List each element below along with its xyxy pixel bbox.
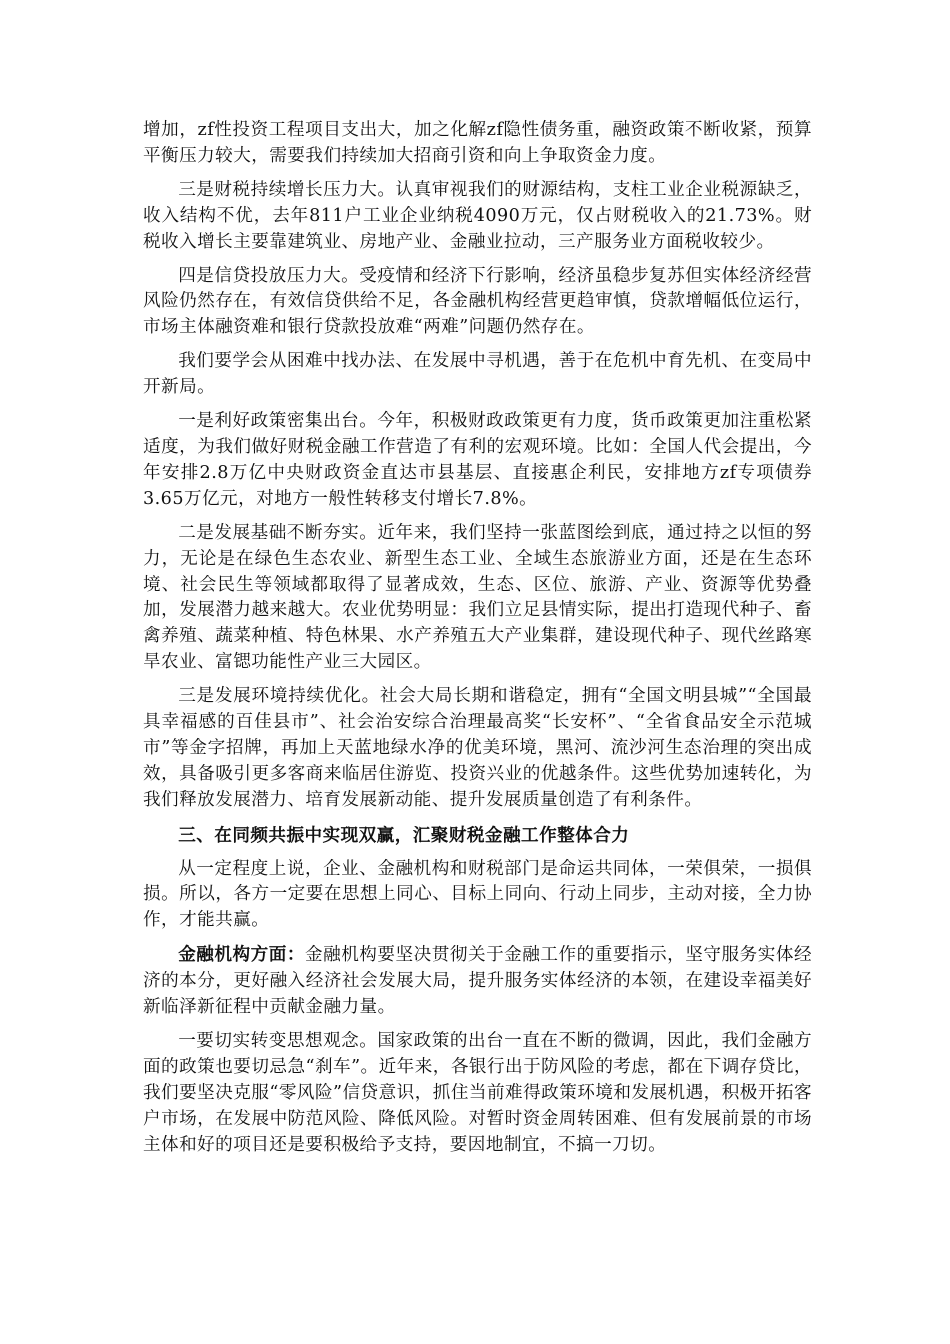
paragraph-last: 一要切实转变思想观念。国家政策的出台一直在不断的微调，因此，我们金融方面的政策也要切忌急“刹车”。近年来，各银行出于防风险的考虑，都在下调存贷比，我们要坚决克服“零风险”信贷意识，抓住当前难得政策环境和发展机遇，积极开拓客户市场，在发展中防范风险、降低风险。对暂时资金周转困难、但有发展前景的市场主体和好的项目还是要积极给予支持，要因地制宜，不搞一刀切。 [143,1031,812,1155]
paragraph-finance [143,942,812,1021]
paragraph-7: 三是发展环境持续优化。社会大局长期和谐稳定，拥有“全国文明县城”“全国最具幸福感的百佳县市”、社会治安综合治理最高奖“长安杯”、“全省食品安全示范城市”等金字招牌，再加上天蓝地绿水净的优美环境，黑河、流沙河生态治理的突出成效，具备吸引更多客商来临居住游览、投资兴业的优越条件。这些优势加速转化，为我们释放发展潜力、培育发展新动能、提升发展质量创造了有利条件。 [143,686,812,810]
paragraph-5: 一是利好政策密集出台。今年，积极财政政策更有力度，货币政策更加注重松紧适度，为我们做好财税金融工作营造了有利的宏观环境。比如：全国人代会提出，今年安排2.8万亿中央财政资金直达市县基层、直接惠企利民，安排地方zf专项债券3.65万亿元，对地方一般性转移支付增长7.8%。 [143,411,812,509]
finance-text: 金融机构要坚决贯彻关于金融工作的重要指示，坚守服务实体经济的本分，更好融入经济社会发展大局，提升服务实体经济的本领，在建设幸福美好新临泽新征程中贡献金融力量。 [143,945,812,1018]
finance-lead: 金融机构方面： [178,944,305,966]
paragraph-6: 二是发展基础不断夯实。近年来，我们坚持一张蓝图绘到底，通过持之以恒的努力，无论是在绿色生态农业、新型生态工业、全域生态旅游业方面，还是在生态环境、社会民生等领域都取得了显著成效，生态、区位、旅游、产业、资源等优势叠加，发展潜力越来越大。农业优势明显：我们立足县情实际，提出打造现代种子、畜禽养殖、蔬菜种植、特色林果、水产养殖五大产业集群，建设现代种子、现代丝路寒旱农业、富锶功能性产业三大园区。 [143,522,812,673]
paragraph-1: 增加，zf性投资工程项目支出大，加之化解zf隐性债务重，融资政策不断收紧，预算平衡压力较大，需要我们持续加大招商引资和向上争取资金力度。 [143,120,812,166]
paragraph-3: 四是信贷投放压力大。受疫情和经济下行影响，经济虽稳步复苏但实体经济经营风险仍然存在，有效信贷供给不足，各金融机构经营更趋审慎，贷款增幅低位运行，市场主体融资难和银行贷款投放难“两难”问题仍然存在。 [143,265,812,338]
paragraph-4: 我们要学会从困难中找办法、在发展中寻机遇，善于在危机中育先机、在变局中开新局。 [143,351,812,398]
paragraph-2: 三是财税持续增长压力大。认真审视我们的财源结构，支柱工业企业税源缺乏，收入结构不优，去年811户工业企业纳税4090万元，仅占财税收入的21.73%。财税收入增长主要靠建筑业、房地产业、金融业拉动，三产服务业方面税收较少。 [143,179,812,252]
paragraph-8: 从一定程度上说，企业、金融机构和财税部门是命运共同体，一荣俱荣，一损俱损。所以，各方一定要在思想上同心、目标上同向、行动上同步，主动对接，全力协作，才能共赢。 [143,858,812,931]
section-heading: 三、在同频共振中实现双赢，汇聚财税金融工作整体合力 [178,824,630,846]
